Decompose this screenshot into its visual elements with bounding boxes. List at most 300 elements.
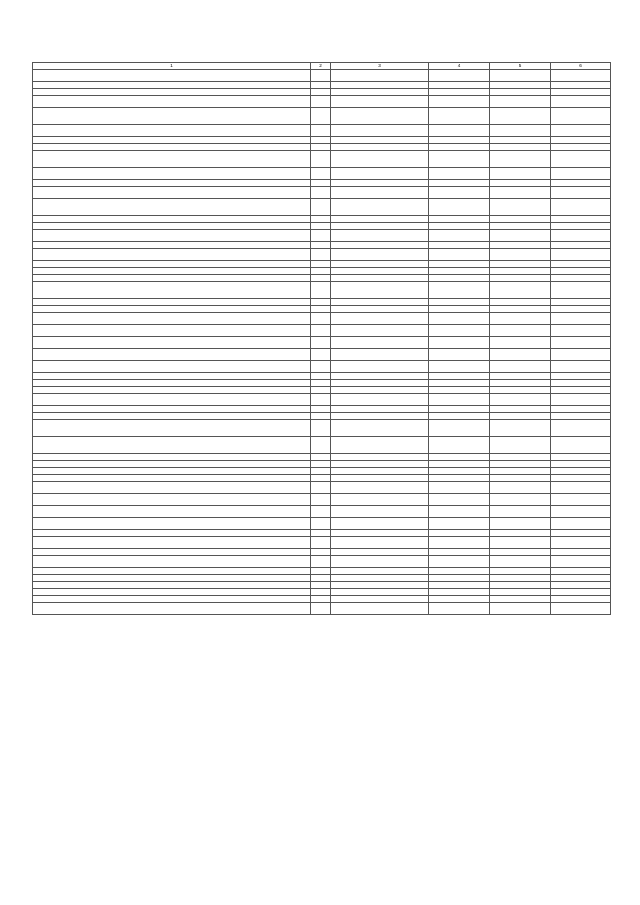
amount-cell [551,223,611,230]
amount-cell [551,168,611,180]
table-row [33,413,611,420]
table-row [33,216,611,223]
amount-cell [429,420,490,437]
classification-cell [331,420,429,437]
amount-cell [429,187,490,199]
amount-cell [490,603,551,615]
table-row [33,282,611,299]
amount-cell [490,537,551,549]
amount-cell [429,275,490,282]
table-row [33,108,611,125]
amount-cell [429,530,490,537]
amount-cell [429,137,490,144]
amount-cell [429,306,490,313]
amount-cell [551,556,611,568]
amount-cell [429,230,490,242]
amount-cell [429,454,490,461]
amount-cell [429,249,490,261]
amount-cell [429,216,490,223]
amount-cell [429,475,490,482]
amount-cell [551,494,611,506]
amount-cell [429,549,490,556]
classification-cell [331,168,429,180]
amount-cell [551,337,611,349]
row-name-cell [33,494,311,506]
amount-cell [551,361,611,373]
classification-cell [331,70,429,82]
amount-cell [490,454,551,461]
amount-cell [551,475,611,482]
amount-cell [429,361,490,373]
column-header: 1 [33,63,311,70]
classification-cell [331,518,429,530]
amount-cell [551,454,611,461]
amount-cell [490,361,551,373]
code-cell [311,575,331,582]
row-name-cell [33,468,311,475]
code-cell [311,168,331,180]
amount-cell [490,394,551,406]
amount-cell [551,373,611,380]
classification-cell [331,223,429,230]
amount-cell [429,82,490,89]
amount-cell [551,537,611,549]
code-cell [311,223,331,230]
amount-cell [551,325,611,337]
code-cell [311,380,331,387]
classification-cell [331,494,429,506]
classification-cell [331,108,429,125]
amount-cell [490,249,551,261]
amount-cell [429,461,490,468]
table-row [33,549,611,556]
row-name-cell [33,437,311,454]
amount-cell [429,537,490,549]
code-cell [311,461,331,468]
table-row [33,268,611,275]
table-row [33,506,611,518]
amount-cell [551,199,611,216]
code-cell [311,96,331,108]
column-header: 5 [490,63,551,70]
amount-cell [490,275,551,282]
amount-cell [551,96,611,108]
table-row [33,380,611,387]
amount-cell [490,242,551,249]
row-name-cell [33,70,311,82]
row-name-cell [33,549,311,556]
amount-cell [429,299,490,306]
row-name-cell [33,261,311,268]
row-name-cell [33,249,311,261]
row-name-cell [33,582,311,589]
row-name-cell [33,406,311,413]
row-name-cell [33,373,311,380]
amount-cell [429,282,490,299]
code-cell [311,151,331,168]
classification-cell [331,216,429,223]
classification-cell [331,325,429,337]
amount-cell [551,518,611,530]
classification-cell [331,144,429,151]
amount-cell [551,461,611,468]
amount-cell [551,387,611,394]
amount-cell [429,337,490,349]
code-cell [311,187,331,199]
amount-cell [429,96,490,108]
classification-cell [331,454,429,461]
row-name-cell [33,556,311,568]
amount-cell [551,575,611,582]
code-cell [311,556,331,568]
classification-cell [331,556,429,568]
row-name-cell [33,230,311,242]
row-name-cell [33,216,311,223]
code-cell [311,242,331,249]
amount-cell [429,108,490,125]
amount-cell [551,406,611,413]
column-header-row [33,63,611,70]
table-body [33,70,611,615]
amount-cell [429,223,490,230]
table-row [33,482,611,494]
amount-cell [429,582,490,589]
amount-cell [490,70,551,82]
amount-cell [490,199,551,216]
classification-cell [331,475,429,482]
amount-cell [551,144,611,151]
amount-cell [551,268,611,275]
table-row [33,530,611,537]
amount-cell [429,242,490,249]
classification-cell [331,361,429,373]
amount-cell [490,582,551,589]
amount-cell [490,482,551,494]
table-row [33,518,611,530]
amount-cell [429,349,490,361]
table-row [33,249,611,261]
table-row [33,394,611,406]
amount-cell [490,349,551,361]
table-row [33,556,611,568]
classification-cell [331,482,429,494]
amount-cell [490,223,551,230]
row-name-cell [33,223,311,230]
amount-cell [490,125,551,137]
amount-cell [429,261,490,268]
row-name-cell [33,82,311,89]
amount-cell [490,168,551,180]
row-name-cell [33,242,311,249]
amount-cell [490,461,551,468]
table-row [33,137,611,144]
row-name-cell [33,199,311,216]
amount-cell [490,261,551,268]
amount-cell [490,406,551,413]
amount-cell [490,325,551,337]
amount-cell [551,82,611,89]
amount-cell [490,96,551,108]
amount-cell [429,406,490,413]
table-row [33,337,611,349]
code-cell [311,216,331,223]
classification-cell [331,151,429,168]
code-cell [311,582,331,589]
code-cell [311,70,331,82]
amount-cell [490,108,551,125]
table-row [33,603,611,615]
code-cell [311,282,331,299]
classification-cell [331,406,429,413]
row-name-cell [33,337,311,349]
code-cell [311,537,331,549]
row-name-cell [33,420,311,437]
row-name-cell [33,506,311,518]
amount-cell [490,216,551,223]
row-name-cell [33,108,311,125]
table-row [33,242,611,249]
amount-cell [490,89,551,96]
code-cell [311,437,331,454]
row-name-cell [33,530,311,537]
amount-cell [551,420,611,437]
classification-cell [331,230,429,242]
row-name-cell [33,518,311,530]
amount-cell [490,380,551,387]
classification-cell [331,249,429,261]
amount-cell [490,413,551,420]
table-row [33,70,611,82]
amount-cell [490,437,551,454]
amount-cell [429,506,490,518]
row-name-cell [33,482,311,494]
row-name-cell [33,96,311,108]
amount-cell [429,596,490,603]
code-cell [311,275,331,282]
amount-cell [490,549,551,556]
classification-cell [331,387,429,394]
amount-cell [551,282,611,299]
amount-cell [551,108,611,125]
table-row [33,494,611,506]
amount-cell [490,151,551,168]
code-cell [311,230,331,242]
code-cell [311,482,331,494]
row-name-cell [33,568,311,575]
amount-cell [490,180,551,187]
amount-cell [551,137,611,144]
classification-cell [331,582,429,589]
table-row [33,299,611,306]
amount-cell [551,582,611,589]
code-cell [311,549,331,556]
code-cell [311,137,331,144]
amount-cell [490,337,551,349]
classification-cell [331,313,429,325]
table-row [33,223,611,230]
amount-cell [490,575,551,582]
row-name-cell [33,89,311,96]
amount-cell [429,568,490,575]
amount-cell [490,589,551,596]
table-row [33,568,611,575]
row-name-cell [33,575,311,582]
table-row [33,187,611,199]
code-cell [311,406,331,413]
code-cell [311,261,331,268]
code-cell [311,249,331,261]
table-row [33,144,611,151]
table-row [33,461,611,468]
classification-cell [331,82,429,89]
classification-cell [331,199,429,216]
amount-cell [490,373,551,380]
classification-cell [331,373,429,380]
amount-cell [551,530,611,537]
table-row [33,406,611,413]
code-cell [311,413,331,420]
row-name-cell [33,603,311,615]
row-name-cell [33,325,311,337]
column-header: 6 [551,63,611,70]
amount-cell [429,468,490,475]
amount-cell [490,306,551,313]
amount-cell [429,494,490,506]
code-cell [311,603,331,615]
code-cell [311,313,331,325]
table-row [33,468,611,475]
classification-cell [331,468,429,475]
code-cell [311,268,331,275]
amount-cell [429,70,490,82]
amount-cell [429,387,490,394]
amount-cell [429,413,490,420]
code-cell [311,518,331,530]
amount-cell [429,556,490,568]
row-name-cell [33,461,311,468]
row-name-cell [33,275,311,282]
amount-cell [551,151,611,168]
amount-cell [429,268,490,275]
classification-cell [331,337,429,349]
code-cell [311,394,331,406]
classification-cell [331,89,429,96]
amount-cell [490,137,551,144]
column-header: 3 [331,63,429,70]
row-name-cell [33,299,311,306]
amount-cell [490,282,551,299]
row-name-cell [33,475,311,482]
amount-cell [490,468,551,475]
code-cell [311,506,331,518]
row-name-cell [33,454,311,461]
table-row [33,151,611,168]
classification-cell [331,394,429,406]
amount-cell [490,568,551,575]
code-cell [311,568,331,575]
table-row [33,420,611,437]
classification-cell [331,603,429,615]
table-row [33,537,611,549]
amount-cell [490,187,551,199]
table-row [33,373,611,380]
classification-cell [331,275,429,282]
classification-cell [331,261,429,268]
code-cell [311,494,331,506]
row-name-cell [33,361,311,373]
code-cell [311,299,331,306]
amount-cell [551,261,611,268]
amount-cell [429,89,490,96]
classification-cell [331,549,429,556]
code-cell [311,349,331,361]
amount-cell [551,313,611,325]
classification-cell [331,96,429,108]
amount-cell [429,313,490,325]
code-cell [311,420,331,437]
amount-cell [551,437,611,454]
amount-cell [490,530,551,537]
table-row [33,313,611,325]
row-name-cell [33,187,311,199]
classification-cell [331,180,429,187]
table-row [33,89,611,96]
classification-cell [331,589,429,596]
code-cell [311,82,331,89]
amount-cell [551,89,611,96]
code-cell [311,454,331,461]
row-name-cell [33,125,311,137]
amount-cell [490,144,551,151]
row-name-cell [33,144,311,151]
classification-cell [331,575,429,582]
amount-cell [551,299,611,306]
code-cell [311,475,331,482]
table-row [33,306,611,313]
amount-cell [551,394,611,406]
amount-cell [490,387,551,394]
amount-cell [551,242,611,249]
code-cell [311,373,331,380]
amount-cell [551,596,611,603]
classification-cell [331,299,429,306]
row-name-cell [33,168,311,180]
table-row [33,168,611,180]
table-row [33,582,611,589]
table-row [33,575,611,582]
row-name-cell [33,180,311,187]
amount-cell [429,199,490,216]
amount-cell [551,187,611,199]
code-cell [311,530,331,537]
classification-cell [331,596,429,603]
code-cell [311,108,331,125]
row-name-cell [33,387,311,394]
amount-cell [551,125,611,137]
amount-cell [551,603,611,615]
table-row [33,125,611,137]
amount-cell [429,151,490,168]
amount-cell [551,216,611,223]
table-row [33,475,611,482]
amount-cell [551,549,611,556]
row-name-cell [33,413,311,420]
amount-cell [429,482,490,494]
amount-cell [429,144,490,151]
amount-cell [429,180,490,187]
classification-cell [331,306,429,313]
table-row [33,361,611,373]
